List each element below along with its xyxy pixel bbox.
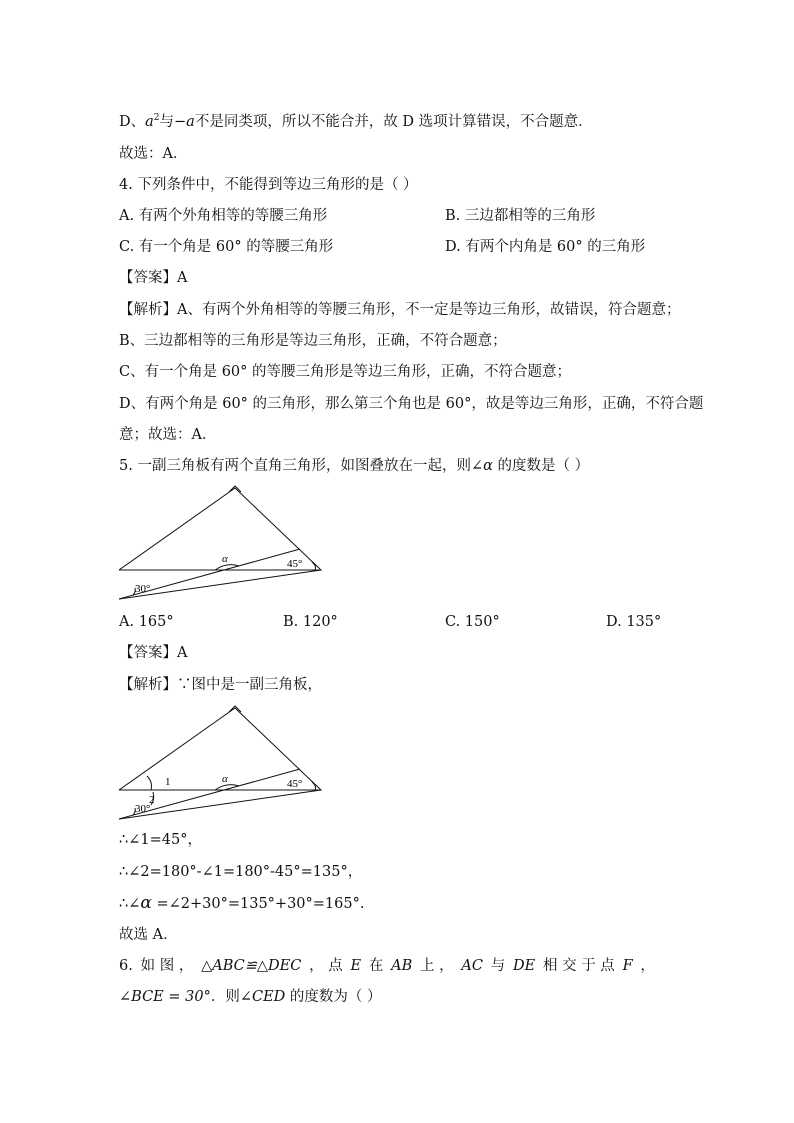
fig2-angle2-label: 2	[149, 794, 155, 806]
q6-text: 与	[490, 958, 506, 974]
q5-step-2: ∴∠2=180°-∠1=180°-45°=135°，	[119, 864, 363, 880]
math-neg-a: −a	[174, 114, 195, 130]
q4-option-d: D. 有两个内角是 60° 的三角形	[445, 239, 646, 255]
fig2-alpha-label: α	[222, 773, 228, 785]
q6-text: ，	[640, 958, 655, 974]
q6-text: 的度数为（ ）	[285, 989, 382, 1005]
q6-stem-line1	[119, 956, 655, 976]
q5-stem-part1: 5. 一副三角板有两个直角三角形，如图叠放在一起，则∠	[119, 458, 484, 474]
q5-solution-figure	[115, 702, 327, 824]
fig2-angle1-label: 1	[165, 776, 171, 788]
q6-text: ．则	[210, 989, 240, 1005]
math-alpha: α	[483, 458, 493, 474]
math-a: a	[145, 114, 154, 130]
prev-d-rest: 不是同类项，所以不能合并，故 D 选项计算错误，不合题意．	[194, 114, 593, 130]
q5-answer: 【答案】A	[119, 645, 188, 661]
q4-analysis-1: 【解析】A、有两个外角相等的等腰三角形，不一定是等边三角形，故错误，符合题意；	[119, 302, 681, 318]
prev-answer: 故选：A．	[119, 146, 188, 162]
q6-point-e: E	[350, 958, 362, 974]
q5-option-a: A. 165°	[119, 614, 174, 630]
q6-text: 如 图 ，	[140, 958, 194, 974]
q6-angle-bce: ∠BCE = 30°	[119, 989, 211, 1005]
q5-step-3	[119, 893, 364, 914]
prev-d-mid: 与	[159, 114, 175, 130]
q4-option-b: B. 三边都相等的三角形	[445, 208, 596, 224]
fig2-45-label: 45°	[287, 778, 303, 790]
fig2-45-arc	[312, 782, 316, 790]
q5-analysis-head: 【解析】∵图中是一副三角板，	[119, 677, 322, 693]
q6-text: 上 ，	[420, 958, 454, 974]
q6-text: 相 交 于 点	[542, 958, 615, 974]
q6-text: 在	[368, 958, 384, 974]
q6-number: 6.	[119, 958, 133, 974]
q5-conclusion: 故选 A．	[119, 927, 178, 943]
fig2-angle1-arc	[147, 776, 152, 790]
q4-option-c: C. 有一个角是 60° 的等腰三角形	[119, 239, 334, 255]
prev-option-d-explanation	[119, 108, 593, 132]
q4-analysis-3: C、有一个角是 60° 的等腰三角形是等边三角形，正确，不符合题意；	[119, 364, 572, 380]
fig1-45-label: 45°	[287, 558, 303, 570]
q4-analysis-5: 意；故选：A．	[119, 427, 217, 443]
q4-stem: 4. 下列条件中，不能得到等边三角形的是（ ）	[119, 177, 418, 193]
q5-step3-part2: =∠2+30°=135°+30°=165°.	[151, 896, 365, 912]
q4-analysis-2: B、三边都相等的三角形是等边三角形，正确，不符合题意；	[119, 333, 507, 349]
q5-stem-part2: 的度数是（ ）	[492, 458, 590, 474]
fig2-30-label: 30°	[135, 803, 151, 815]
q5-option-c: C. 150°	[445, 614, 500, 630]
fig1-alpha-label: α	[222, 553, 228, 565]
q6-stem-line2	[119, 987, 382, 1007]
q4-answer: 【答案】A	[119, 270, 188, 286]
q6-segment-ab: AB	[391, 958, 413, 974]
math-alpha: α	[140, 893, 152, 913]
q6-text: ， 点	[309, 958, 343, 974]
q4-analysis-4: D、有两个角是 60° 的三角形，那么第三个角也是 60°，故是等边三角形，正确，不符合题	[119, 396, 704, 412]
q6-segment-de: DE	[513, 958, 536, 974]
q4-option-a: A. 有两个外角相等的等腰三角形	[119, 208, 328, 224]
q5-figure-triangles	[115, 482, 327, 604]
q5-stem	[119, 456, 589, 476]
q6-point-f: F	[622, 958, 633, 974]
q6-congruence: △ABC≌△DEC	[201, 958, 302, 974]
q6-segment-ac: AC	[461, 958, 483, 974]
math-exponent: 2	[153, 113, 160, 123]
q5-option-d: D. 135°	[606, 614, 662, 630]
prev-d-prefix: D、	[119, 114, 146, 130]
fig1-45-arc	[312, 562, 316, 570]
q6-angle-ced: ∠CED	[239, 989, 286, 1005]
q5-step-1: ∴∠1=45°，	[119, 832, 202, 848]
q5-step3-part1: ∴∠	[119, 896, 141, 912]
fig1-30-label: 30°	[135, 583, 151, 595]
q5-option-b: B. 120°	[283, 614, 338, 630]
